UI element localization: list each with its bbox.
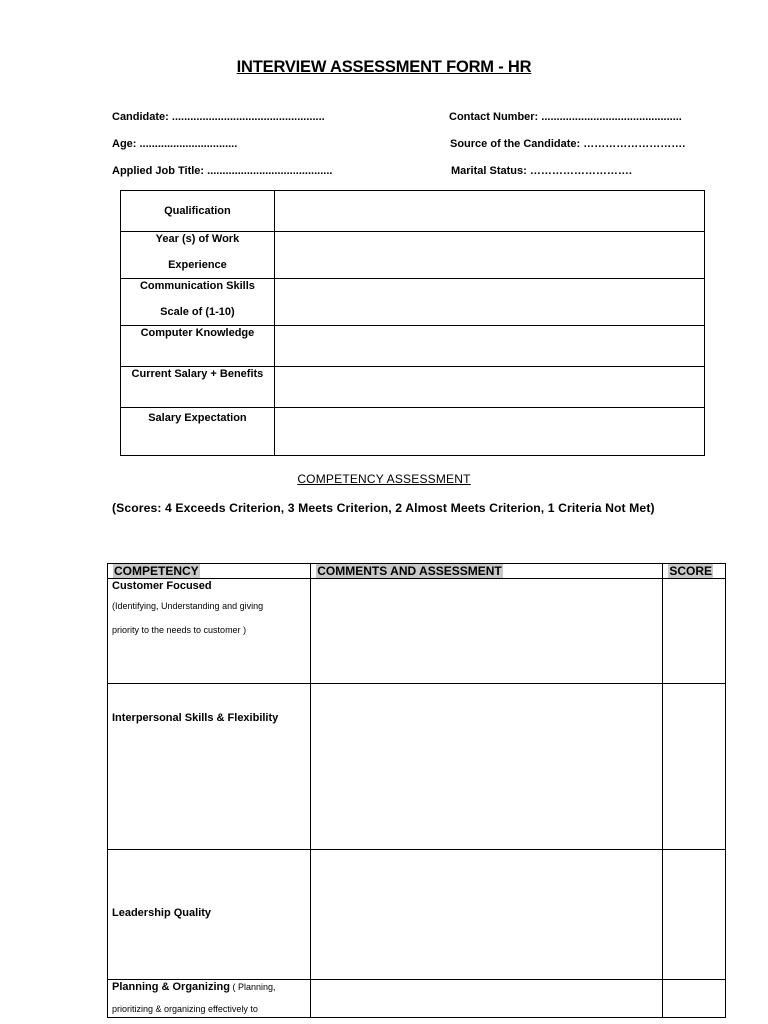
table-row: [108, 579, 726, 684]
scores-legend: (Scores: 4 Exceeds Criterion, 3 Meets Criterion, 2 Almost Meets Criterion, 1 Criteria Not Met): [112, 501, 655, 515]
competency-cell: Leadership Quality: [108, 850, 311, 980]
salary-expectation-label: Salary Expectation: [121, 408, 275, 456]
work-experience-label: Year (s) of Work Experience: [121, 232, 275, 279]
comments-header: COMMENTS AND ASSESSMENT: [311, 564, 663, 579]
competency-cell: Planning & Organizing ( Planning, prioritizing & organizing effectively to: [108, 980, 311, 1018]
computer-knowledge-value[interactable]: [274, 326, 704, 367]
current-salary-label: Current Salary + Benefits: [121, 367, 275, 408]
communication-skills-label: Communication Skills Scale of (1-10): [121, 279, 275, 326]
competency-cell: Interpersonal Skills & Flexibility: [108, 684, 311, 850]
qualification-value[interactable]: [274, 191, 704, 232]
page-title: INTERVIEW ASSESSMENT FORM - HR: [236, 58, 532, 76]
table-row: [108, 850, 726, 980]
score-cell[interactable]: [663, 579, 726, 684]
candidate-info-table: [120, 190, 705, 456]
applied-job-title-field[interactable]: Applied Job Title: .........................................: [112, 165, 333, 177]
score-cell[interactable]: [663, 850, 726, 980]
qualification-label: Qualification: [121, 191, 275, 232]
competency-table: [107, 563, 726, 1018]
competency-cell: Customer Focused (Identifying, Understanding and giving priority to the needs to customer ): [108, 579, 311, 684]
score-cell[interactable]: [663, 684, 726, 850]
table-row: [108, 980, 726, 1018]
computer-knowledge-label: Computer Knowledge: [121, 326, 275, 367]
candidate-field[interactable]: Candidate: ..................................................: [112, 111, 325, 123]
score-cell[interactable]: [663, 980, 726, 1018]
comments-cell[interactable]: [311, 850, 663, 980]
score-header: SCORE: [663, 564, 726, 579]
salary-expectation-value[interactable]: [274, 408, 704, 456]
comments-cell[interactable]: [311, 579, 663, 684]
competency-header: COMPETENCY: [108, 564, 311, 579]
work-experience-value[interactable]: [274, 232, 704, 279]
source-field[interactable]: Source of the Candidate: ……………………….: [450, 138, 686, 150]
comments-cell[interactable]: [311, 980, 663, 1018]
age-field[interactable]: Age: ................................: [112, 138, 238, 150]
marital-status-field[interactable]: Marital Status: ……………………….: [451, 165, 632, 177]
competency-section-title: COMPETENCY ASSESSMENT: [297, 472, 471, 486]
comments-cell[interactable]: [311, 684, 663, 850]
table-row: [108, 684, 726, 850]
contact-number-field[interactable]: Contact Number: ..............................................: [449, 111, 682, 123]
current-salary-value[interactable]: [274, 367, 704, 408]
communication-skills-value[interactable]: [274, 279, 704, 326]
